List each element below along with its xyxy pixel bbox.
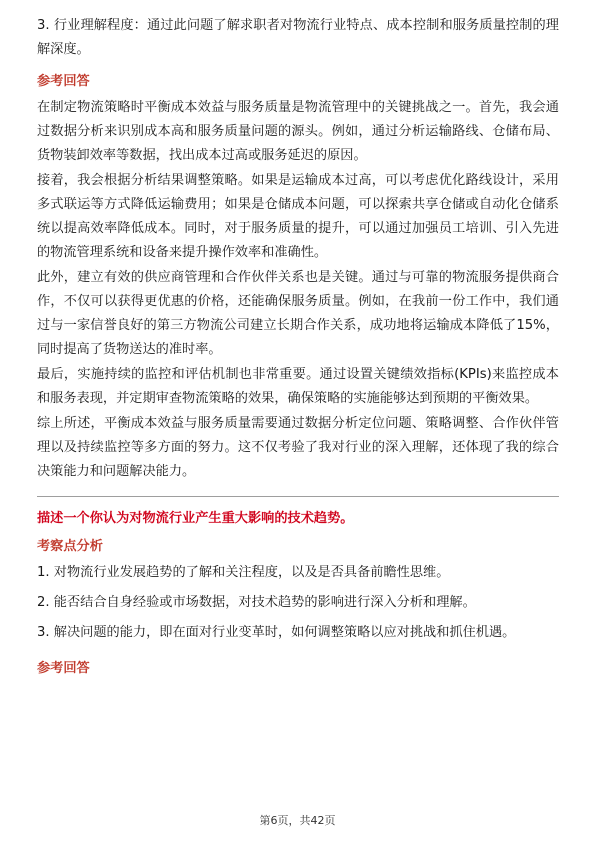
reference-answer-heading: 参考回答 xyxy=(37,661,90,676)
analysis-heading: 考察点分析 xyxy=(37,539,103,554)
answer-paragraph: 此外，建立有效的供应商管理和合作伙伴关系也是关键。通过与可靠的物流服务提供商合作，不仅可以获得更优惠的价格，还能确保服务质量。例如，在我前一份工作中，我们通过与一家信誉良好的第三方物流公司建立长期合作关系，成功地将运输成本降低了15%，同时提高了货物送达的准时率。 xyxy=(37,270,559,357)
page-content xyxy=(37,14,559,683)
page-number: 第6页，共42页 xyxy=(259,814,336,827)
interview-question: 描述一个你认为对物流行业产生重大影响的技术趋势。 xyxy=(37,511,354,526)
criteria-item-3: 3. 行业理解程度：通过此问题了解求职者对物流行业特点、成本控制和服务质量控制的理解深度。 xyxy=(37,18,559,57)
reference-answer-heading: 参考回答 xyxy=(37,74,90,89)
analysis-item: 2. 能否结合自身经验或市场数据，对技术趋势的影响进行深入分析和理解。 xyxy=(37,595,476,610)
section-divider xyxy=(37,496,559,497)
analysis-item: 1. 对物流行业发展趋势的了解和关注程度，以及是否具备前瞻性思维。 xyxy=(37,565,450,580)
answer-paragraph: 在制定物流策略时平衡成本效益与服务质量是物流管理中的关键挑战之一。首先，我会通过数据分析来识别成本高和服务质量问题的源头。例如，通过分析运输路线、仓储布局、货物装卸效率等数据，找出成本过高或服务延迟的原因。 xyxy=(37,100,559,163)
answer-paragraph: 接着，我会根据分析结果调整策略。如果是运输成本过高，可以考虑优化路线设计，采用多式联运等方式降低运输费用；如果是仓储成本问题，可以探索共享仓储或自动化仓储系统以提高效率降低成本。同时，对于服务质量的提升，可以通过加强员工培训、引入先进的物流管理系统和设备来提升操作效率和准确性。 xyxy=(37,173,559,260)
answer-paragraph: 综上所述，平衡成本效益与服务质量需要通过数据分析定位问题、策略调整、合作伙伴管理以及持续监控等多方面的努力。这不仅考验了我对行业的深入理解，还体现了我的综合决策能力和问题解决能力。 xyxy=(37,416,559,479)
analysis-item: 3. 解决问题的能力，即在面对行业变革时，如何调整策略以应对挑战和抓住机遇。 xyxy=(37,625,516,640)
answer-paragraph: 最后，实施持续的监控和评估机制也非常重要。通过设置关键绩效指标(KPIs)来监控成本和服务表现，并定期审查物流策略的效果，确保策略的实施能够达到预期的平衡效果。 xyxy=(37,367,559,406)
